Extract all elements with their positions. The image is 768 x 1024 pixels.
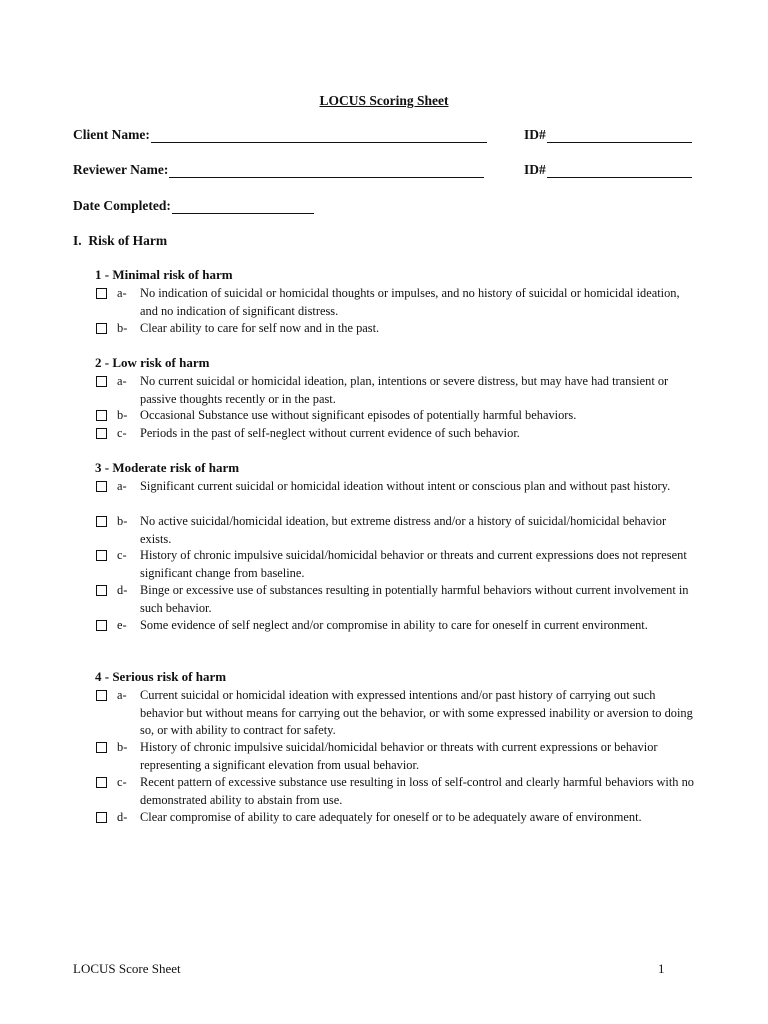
item-text: Clear compromise of ability to care adequately for oneself or to be adequately aware of environment. [140, 810, 642, 824]
level-2-item-b[interactable] [95, 407, 705, 425]
item-text: No active suicidal/homicidal ideation, but extreme distress and/or a history of suicidal/homicidal behavior exists. [140, 514, 667, 546]
checkbox[interactable] [96, 550, 107, 561]
level-3-item-a[interactable] [95, 478, 705, 513]
item-letter: a- [117, 479, 127, 493]
item-text: Occasional Substance use without significant episodes of potentially harmful behaviors. [140, 408, 577, 422]
reviewer-name-line[interactable] [169, 163, 484, 178]
client-id-label: ID# [524, 127, 546, 142]
level-4-heading: 4 - Serious risk of harm [95, 669, 227, 684]
item-letter: b- [117, 321, 128, 335]
reviewer-id-label: ID# [524, 162, 546, 177]
item-letter: b- [117, 514, 128, 528]
checkbox[interactable] [96, 812, 107, 823]
item-text: Current suicidal or homicidal ideation with expressed intentions and/or past history of carrying out such behavior but without means for carrying out the behavior, or with some expressed inability or aversion to doing so, or with ability to contract for safety. [140, 688, 693, 737]
level-1-heading: 1 - Minimal risk of harm [95, 267, 233, 282]
item-text: Binge or excessive use of substances resulting in potentially harmful behaviors without current involvement in such behavior. [140, 583, 689, 615]
level-2-heading: 2 - Low risk of harm [95, 355, 210, 370]
item-letter: d- [117, 810, 128, 824]
level-4-item-d[interactable] [95, 809, 705, 844]
level-2-item-a[interactable] [95, 373, 705, 408]
level-3-item-d[interactable] [95, 582, 705, 617]
checkbox[interactable] [96, 690, 107, 701]
section-number: I. [73, 233, 82, 248]
item-letter: e- [117, 618, 127, 632]
footer-label: LOCUS Score Sheet [73, 961, 181, 976]
item-letter: a- [117, 286, 127, 300]
level-4-item-c[interactable] [95, 774, 705, 809]
checkbox[interactable] [96, 376, 107, 387]
reviewer-name-label: Reviewer Name: [73, 162, 169, 177]
level-3-item-b[interactable] [95, 513, 705, 548]
checkbox[interactable] [96, 585, 107, 596]
item-text: Clear ability to care for self now and in the past. [140, 321, 380, 335]
client-id-field[interactable] [524, 127, 692, 143]
reviewer-id-line[interactable] [547, 163, 692, 178]
checkbox[interactable] [96, 428, 107, 439]
checkbox[interactable] [96, 481, 107, 492]
level-1-item-a[interactable] [95, 285, 705, 320]
client-name-label: Client Name: [73, 127, 150, 142]
date-completed-label: Date Completed: [73, 198, 171, 213]
item-letter: c- [117, 426, 127, 440]
level-3-item-c[interactable] [95, 547, 705, 582]
checkbox[interactable] [96, 516, 107, 527]
level-3-item-e[interactable] [95, 617, 705, 652]
checkbox[interactable] [96, 620, 107, 631]
reviewer-name-field[interactable] [73, 162, 484, 178]
checkbox[interactable] [96, 288, 107, 299]
level-1-item-b[interactable] [95, 320, 705, 338]
client-name-field[interactable] [73, 127, 487, 143]
checkbox[interactable] [96, 742, 107, 753]
document-title: LOCUS Scoring Sheet [319, 93, 449, 108]
section-heading [73, 233, 167, 249]
item-letter: a- [117, 374, 127, 388]
item-letter: a- [117, 688, 127, 702]
level-4-item-a[interactable] [95, 687, 705, 739]
item-letter: c- [117, 548, 127, 562]
page-number: 1 [658, 961, 665, 976]
item-letter: b- [117, 408, 128, 422]
level-3-heading: 3 - Moderate risk of harm [95, 460, 240, 475]
checkbox[interactable] [96, 410, 107, 421]
checkbox[interactable] [96, 323, 107, 334]
date-completed-line[interactable] [172, 199, 314, 214]
level-4-item-b[interactable] [95, 739, 705, 774]
item-text: History of chronic impulsive suicidal/homicidal behavior or threats and current expressions does not represent significant change from baseline. [140, 548, 687, 580]
reviewer-id-field[interactable] [524, 162, 692, 178]
item-text: No current suicidal or homicidal ideation, plan, intentions or severe distress, but may have had transient or passive thoughts recently or in the past. [140, 374, 669, 406]
item-letter: d- [117, 583, 128, 597]
item-text: Recent pattern of excessive substance use resulting in loss of self-control and clearly harmful behaviors with no demonstrated ability to abstain from use. [140, 775, 694, 807]
item-text: Significant current suicidal or homicidal ideation without intent or conscious plan and without past history. [140, 479, 671, 493]
item-letter: b- [117, 740, 128, 754]
level-2-item-c[interactable] [95, 425, 705, 443]
date-completed-field[interactable] [73, 198, 314, 214]
item-letter: c- [117, 775, 127, 789]
item-text: Some evidence of self neglect and/or compromise in ability to care for oneself in current environment. [140, 618, 648, 632]
checkbox[interactable] [96, 777, 107, 788]
item-text: Periods in the past of self-neglect without current evidence of such behavior. [140, 426, 520, 440]
client-name-line[interactable] [151, 128, 487, 143]
item-text: History of chronic impulsive suicidal/homicidal behavior or threats with current expressions or behavior representing a significant elevation from usual behavior. [140, 740, 658, 772]
item-text: No indication of suicidal or homicidal thoughts or impulses, and no history of suicidal or homicidal ideation, and no indication of significant distress. [140, 286, 680, 318]
section-title: Risk of Harm [88, 233, 168, 248]
client-id-line[interactable] [547, 128, 692, 143]
